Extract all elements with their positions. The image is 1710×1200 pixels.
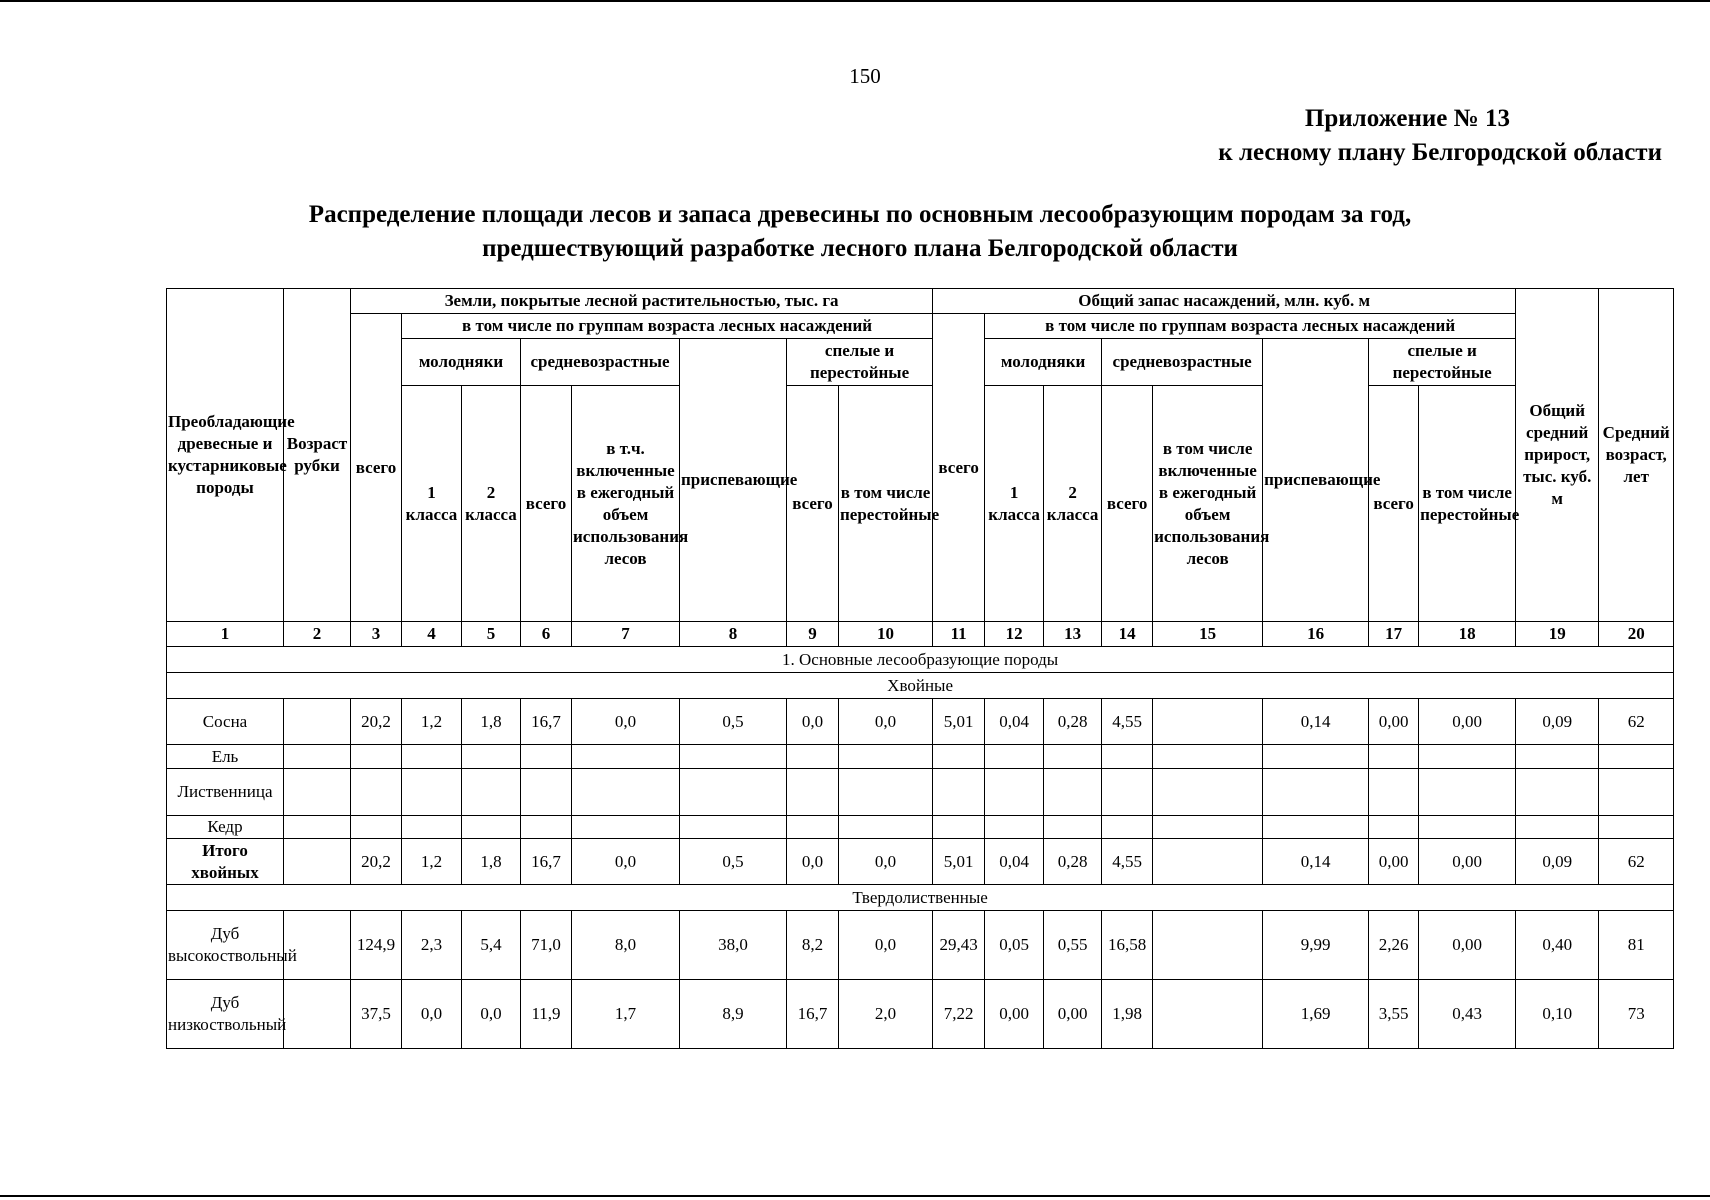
cell — [1369, 745, 1419, 769]
cell: 0,00 — [1419, 699, 1516, 745]
col-num: 16 — [1263, 622, 1369, 647]
cell: 0,5 — [680, 699, 787, 745]
cell — [521, 816, 572, 839]
header-mean-age: Средний возраст, лет — [1599, 289, 1674, 622]
header-stock-middle-included: в том числе включенные в ежегодный объем использования лесов — [1153, 386, 1263, 622]
cell: 73 — [1599, 980, 1674, 1049]
section-main-species: 1. Основные лесообразующие породы — [167, 647, 1674, 673]
cell: 0,10 — [1516, 980, 1599, 1049]
cell: 5,01 — [933, 699, 985, 745]
cell: 8,0 — [572, 911, 680, 980]
cell — [462, 745, 521, 769]
cell — [787, 769, 839, 816]
cell: 0,00 — [1419, 839, 1516, 885]
col-num: 4 — [402, 622, 462, 647]
header-stock-mature-total: всего — [1369, 386, 1419, 622]
appendix-line-1: Приложение № 13 — [1304, 105, 1510, 132]
header-stock-young-class1: 1 класса — [985, 386, 1044, 622]
cell: 0,40 — [1516, 911, 1599, 980]
cell: 20,2 — [351, 839, 402, 885]
page-top-edge — [0, 0, 1710, 2]
cell — [284, 839, 351, 885]
forest-distribution-table — [166, 288, 1674, 1049]
cell — [1153, 745, 1263, 769]
cell — [1516, 769, 1599, 816]
cell — [402, 769, 462, 816]
cell: 1,98 — [1102, 980, 1153, 1049]
cell: 0,00 — [1419, 911, 1516, 980]
header-area-young: молодняки — [402, 339, 521, 386]
cell: 71,0 — [521, 911, 572, 980]
header-area-group: Земли, покрытые лесной растительностью, тыс. га — [351, 289, 933, 314]
cell — [839, 769, 933, 816]
cell: 62 — [1599, 839, 1674, 885]
cell: 5,4 — [462, 911, 521, 980]
cell — [462, 769, 521, 816]
cell: 0,0 — [572, 699, 680, 745]
cell: 0,0 — [572, 839, 680, 885]
cell: 7,22 — [933, 980, 985, 1049]
cell — [1153, 699, 1263, 745]
cell — [1102, 769, 1153, 816]
cell: 0,05 — [985, 911, 1044, 980]
cell — [985, 769, 1044, 816]
col-num: 8 — [680, 622, 787, 647]
table-row — [167, 699, 1674, 745]
cell — [787, 745, 839, 769]
row-name: Дуб низкоствольный — [167, 980, 284, 1049]
cell — [1599, 816, 1674, 839]
cell: 1,8 — [462, 839, 521, 885]
cell — [351, 816, 402, 839]
cell — [680, 816, 787, 839]
cell: 0,04 — [985, 699, 1044, 745]
header-stock-age-groups: в том числе по группам возраста лесных насаждений — [985, 314, 1516, 339]
table-row — [167, 839, 1674, 885]
cell: 0,0 — [787, 699, 839, 745]
cell: 0,0 — [839, 839, 933, 885]
header-area-premature: приспевающие — [680, 339, 787, 622]
cell: 4,55 — [1102, 699, 1153, 745]
cell: 0,00 — [1369, 839, 1419, 885]
cell — [1044, 816, 1102, 839]
row-name: Лиственница — [167, 769, 284, 816]
cell: 0,0 — [402, 980, 462, 1049]
cell — [1153, 980, 1263, 1049]
col-num: 18 — [1419, 622, 1516, 647]
cell — [572, 769, 680, 816]
cell: 2,0 — [839, 980, 933, 1049]
cell — [1599, 745, 1674, 769]
cell: 0,43 — [1419, 980, 1516, 1049]
cell — [1102, 816, 1153, 839]
row-name: Итого хвойных — [167, 839, 284, 885]
cell: 1,8 — [462, 699, 521, 745]
row-name: Сосна — [167, 699, 284, 745]
cell: 0,28 — [1044, 699, 1102, 745]
cell — [933, 816, 985, 839]
col-num: 20 — [1599, 622, 1674, 647]
header-stock-total: всего — [933, 314, 985, 622]
column-number-row — [167, 622, 1674, 647]
cell: 62 — [1599, 699, 1674, 745]
cell — [1102, 745, 1153, 769]
cell: 37,5 — [351, 980, 402, 1049]
col-num: 5 — [462, 622, 521, 647]
cell: 0,00 — [1044, 980, 1102, 1049]
cell: 2,26 — [1369, 911, 1419, 980]
cell: 0,28 — [1044, 839, 1102, 885]
col-num: 12 — [985, 622, 1044, 647]
cell — [787, 816, 839, 839]
header-area-middle-aged: средневозрастные — [521, 339, 680, 386]
cell: 8,9 — [680, 980, 787, 1049]
page-bottom-edge — [0, 1195, 1710, 1197]
cell: 20,2 — [351, 699, 402, 745]
cell — [933, 769, 985, 816]
section-conifers: Хвойные — [167, 673, 1674, 699]
table-row — [167, 745, 1674, 769]
document-title — [160, 198, 1560, 266]
header-mean-increment: Общий средний прирост, тыс. куб. м — [1516, 289, 1599, 622]
cell: 0,00 — [985, 980, 1044, 1049]
appendix-reference — [1218, 102, 1662, 170]
header-stock-group: Общий запас насаждений, млн. куб. м — [933, 289, 1516, 314]
cell: 0,0 — [787, 839, 839, 885]
cell — [1419, 816, 1516, 839]
cell: 81 — [1599, 911, 1674, 980]
header-species: Преобладающие древесные и кустарниковые породы — [167, 289, 284, 622]
cell — [1263, 769, 1369, 816]
cell: 16,7 — [787, 980, 839, 1049]
page-number: 150 — [849, 64, 881, 88]
header-area-mature: спелые и перестойные — [787, 339, 933, 386]
cell — [284, 816, 351, 839]
cell — [572, 816, 680, 839]
cell — [1153, 769, 1263, 816]
table-row — [167, 769, 1674, 816]
col-num: 2 — [284, 622, 351, 647]
cell: 0,09 — [1516, 699, 1599, 745]
col-num: 10 — [839, 622, 933, 647]
col-num: 15 — [1153, 622, 1263, 647]
cell — [1599, 769, 1674, 816]
row-name: Ель — [167, 745, 284, 769]
cell: 16,7 — [521, 839, 572, 885]
cell — [1044, 745, 1102, 769]
cell — [402, 816, 462, 839]
cell — [462, 816, 521, 839]
cell — [1419, 769, 1516, 816]
cell: 11,9 — [521, 980, 572, 1049]
cell: 29,43 — [933, 911, 985, 980]
cell — [521, 745, 572, 769]
cell — [1516, 745, 1599, 769]
header-stock-premature: приспевающие — [1263, 339, 1369, 622]
header-area-middle-total: всего — [521, 386, 572, 622]
header-area-mature-total: всего — [787, 386, 839, 622]
header-area-young-class2: 2 класса — [462, 386, 521, 622]
cell — [284, 699, 351, 745]
cell — [351, 745, 402, 769]
cell: 9,99 — [1263, 911, 1369, 980]
row-name: Дуб высокоствольный — [167, 911, 284, 980]
cell: 0,55 — [1044, 911, 1102, 980]
col-num: 7 — [572, 622, 680, 647]
cell — [284, 911, 351, 980]
col-num: 17 — [1369, 622, 1419, 647]
header-stock-young: молодняки — [985, 339, 1102, 386]
cell — [839, 745, 933, 769]
header-area-young-class1: 1 класса — [402, 386, 462, 622]
cell — [1044, 769, 1102, 816]
cell: 1,2 — [402, 839, 462, 885]
cell: 1,7 — [572, 980, 680, 1049]
cell: 16,7 — [521, 699, 572, 745]
cell: 3,55 — [1369, 980, 1419, 1049]
cell — [284, 980, 351, 1049]
cell — [1153, 911, 1263, 980]
cell: 0,14 — [1263, 699, 1369, 745]
row-name: Кедр — [167, 816, 284, 839]
cell — [1263, 745, 1369, 769]
header-stock-middle-total: всего — [1102, 386, 1153, 622]
header-area-total: всего — [351, 314, 402, 622]
cell: 0,0 — [839, 911, 933, 980]
cell: 8,2 — [787, 911, 839, 980]
col-num: 13 — [1044, 622, 1102, 647]
cell: 4,55 — [1102, 839, 1153, 885]
header-area-age-groups: в том числе по группам возраста лесных насаждений — [402, 314, 933, 339]
cell: 1,2 — [402, 699, 462, 745]
header-cutting-age: Возраст рубки — [284, 289, 351, 622]
cell: 124,9 — [351, 911, 402, 980]
cell — [985, 816, 1044, 839]
col-num: 14 — [1102, 622, 1153, 647]
header-area-overmature: в том числе перестойные — [839, 386, 933, 622]
cell: 0,04 — [985, 839, 1044, 885]
cell — [284, 745, 351, 769]
header-stock-middle-aged: средневозрастные — [1102, 339, 1263, 386]
cell: 0,0 — [462, 980, 521, 1049]
cell — [839, 816, 933, 839]
col-num: 11 — [933, 622, 985, 647]
cell: 16,58 — [1102, 911, 1153, 980]
cell — [985, 745, 1044, 769]
col-num: 3 — [351, 622, 402, 647]
cell — [284, 769, 351, 816]
cell — [521, 769, 572, 816]
cell: 2,3 — [402, 911, 462, 980]
table-row — [167, 816, 1674, 839]
title-line-2: предшествующий разработке лесного плана Белгородской области — [482, 235, 1238, 262]
title-line-1: Распределение площади лесов и запаса древесины по основным лесообразующим породам за год, — [308, 201, 1412, 228]
cell: 0,14 — [1263, 839, 1369, 885]
cell — [402, 745, 462, 769]
cell: 1,69 — [1263, 980, 1369, 1049]
cell — [680, 745, 787, 769]
cell — [1369, 816, 1419, 839]
col-num: 19 — [1516, 622, 1599, 647]
cell — [680, 769, 787, 816]
cell — [1263, 816, 1369, 839]
cell — [1369, 769, 1419, 816]
cell — [933, 745, 985, 769]
col-num: 1 — [167, 622, 284, 647]
header-area-middle-included: в т.ч. включенные в ежегодный объем использования лесов — [572, 386, 680, 622]
cell — [572, 745, 680, 769]
cell — [1153, 816, 1263, 839]
header-stock-mature: спелые и перестойные — [1369, 339, 1516, 386]
table-row — [167, 911, 1674, 980]
cell: 5,01 — [933, 839, 985, 885]
header-stock-young-class2: 2 класса — [1044, 386, 1102, 622]
cell: 38,0 — [680, 911, 787, 980]
table-row — [167, 980, 1674, 1049]
cell: 0,09 — [1516, 839, 1599, 885]
cell — [1516, 816, 1599, 839]
cell: 0,00 — [1369, 699, 1419, 745]
appendix-line-2: к лесному плану Белгородской области — [1218, 139, 1662, 166]
section-hardwood: Твердолиственные — [167, 885, 1674, 911]
col-num: 6 — [521, 622, 572, 647]
cell — [1419, 745, 1516, 769]
cell — [351, 769, 402, 816]
cell: 0,5 — [680, 839, 787, 885]
col-num: 9 — [787, 622, 839, 647]
cell — [1153, 839, 1263, 885]
cell: 0,0 — [839, 699, 933, 745]
header-stock-overmature: в том числе перестойные — [1419, 386, 1516, 622]
